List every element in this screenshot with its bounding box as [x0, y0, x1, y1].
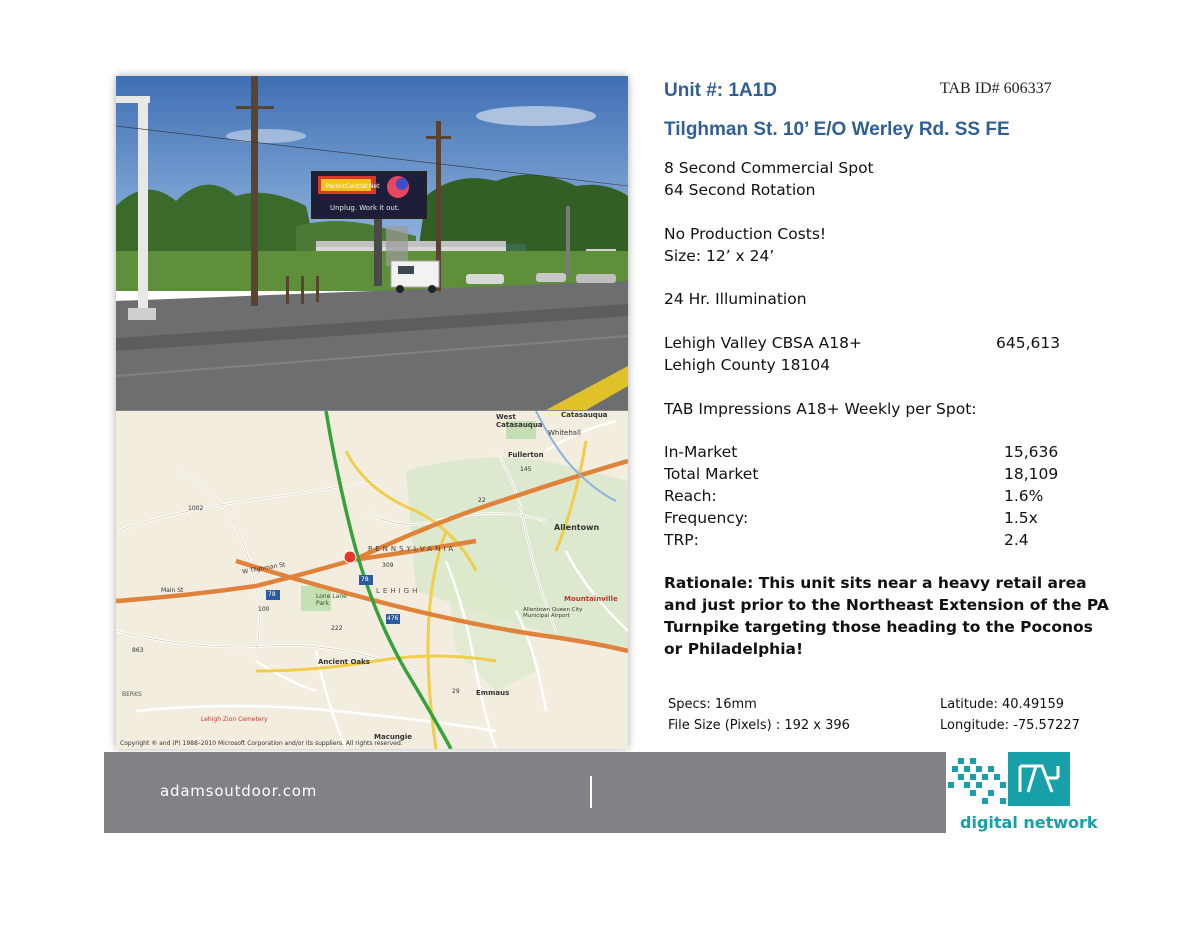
metric-label: Total Market [664, 465, 759, 483]
footer-divider [590, 776, 592, 808]
tab-id: TAB ID# 606337 [940, 80, 1052, 97]
map-label-lehigh-zion: Lehigh Zion Cemetery [201, 716, 268, 723]
metric-label: Frequency: [664, 509, 749, 527]
map-label-pennsylvania: PENNSYLVANIA [368, 545, 457, 553]
map-label-ancient-oaks: Ancient Oaks [318, 658, 370, 666]
map-label-berks: BERKS [122, 691, 142, 698]
map-shield-476: 476 [387, 615, 399, 622]
map-label-emmaus: Emmaus [476, 689, 510, 697]
brand-name: digital network [960, 813, 1098, 832]
map-label-macungie: Macungie [374, 733, 412, 741]
billboard-photo-illustration [116, 76, 628, 410]
map-shield-309: 309 [382, 562, 394, 569]
map-label-tilghman-st: W Tilghman St [241, 561, 286, 576]
metric-value: 18,109 [1004, 465, 1059, 483]
illumination: 24 Hr. Illumination [664, 290, 807, 308]
map-shield-78-west: 78 [268, 591, 276, 598]
map-shield-1002: 1002 [188, 505, 204, 512]
specs: Specs: 16mm [668, 697, 757, 712]
map-shield-863: 863 [132, 647, 144, 654]
map-shield-29: 29 [452, 688, 460, 695]
metric-value: 1.6% [1004, 487, 1044, 505]
map-label-mountainville: Mountainville [564, 595, 618, 603]
longitude: Longitude: -75.57227 [940, 718, 1080, 733]
pixel-pattern-icon [948, 756, 1010, 806]
map-shield-222: 222 [331, 625, 343, 632]
rationale: Rationale: This unit sits near a heavy retail area and just prior to the Northeast Extension of the PA Turnpike targeting those heading to the Poconos or Philadelphia! [664, 574, 1109, 658]
billboard-text-bottom: Unplug. Work it out. [330, 204, 400, 212]
production-costs: No Production Costs! [664, 225, 827, 243]
unit-number: Unit #: 1A1D [664, 80, 777, 101]
map-label-airport: Allentown Queen City Municipal Airport [523, 607, 583, 619]
metric-value: 1.5x [1004, 509, 1038, 527]
visual-panel [116, 76, 628, 748]
map-copyright: Copyright ® and (P) 1988–2010 Microsoft Corporation and/or its suppliers. All rights reserved. [120, 740, 403, 747]
county: Lehigh County 18104 [664, 356, 831, 374]
latitude: Latitude: 40.49159 [940, 697, 1065, 712]
map-label-allentown: Allentown [554, 523, 600, 532]
map-shield-100: 100 [258, 606, 270, 613]
cbsa-label: Lehigh Valley CBSA A18+ [664, 334, 862, 352]
metric-label: In-Market [664, 443, 738, 461]
map-label-lehigh: LEHIGH [376, 587, 421, 595]
billboard-text-top: ParentCentral.Net [326, 183, 380, 190]
adams-logo-icon [1008, 752, 1070, 806]
map-label-lone-lane-park: Lone Lane Park [316, 593, 347, 607]
metric-label: Reach: [664, 487, 717, 505]
billboard-photo [116, 76, 628, 410]
location-map [116, 410, 628, 749]
impressions-heading: TAB Impressions A18+ Weekly per Spot: [664, 400, 977, 418]
map-shield-22: 22 [478, 497, 486, 504]
rotation: 64 Second Rotation [664, 181, 816, 199]
map-label-west-catasauqua: West Catasauqua [496, 413, 543, 429]
location-title: Tilghman St. 10’ E/O Werley Rd. SS FE [664, 119, 1010, 140]
map-label-catasauqua: Catasauqua [561, 411, 608, 419]
map-shield-145: 145 [520, 466, 532, 473]
cbsa-value: 645,613 [996, 334, 1061, 352]
footer-band [104, 752, 946, 833]
map-label-main-st: Main St [161, 587, 184, 594]
map-label-fullerton: Fullerton [508, 451, 544, 459]
metric-label: TRP: [664, 531, 699, 549]
metric-value: 15,636 [1004, 443, 1059, 461]
map-label-whitehall: Whitehall [548, 429, 581, 437]
map-illustration [116, 411, 628, 749]
footer-website-link[interactable]: adamsoutdoor.com [160, 782, 318, 800]
map-shield-78: 78 [361, 576, 369, 583]
metric-value: 2.4 [1004, 531, 1029, 549]
spot-length: 8 Second Commercial Spot [664, 159, 874, 177]
file-size: File Size (Pixels) : 192 x 396 [668, 718, 850, 733]
size: Size: 12’ x 24’ [664, 247, 775, 265]
